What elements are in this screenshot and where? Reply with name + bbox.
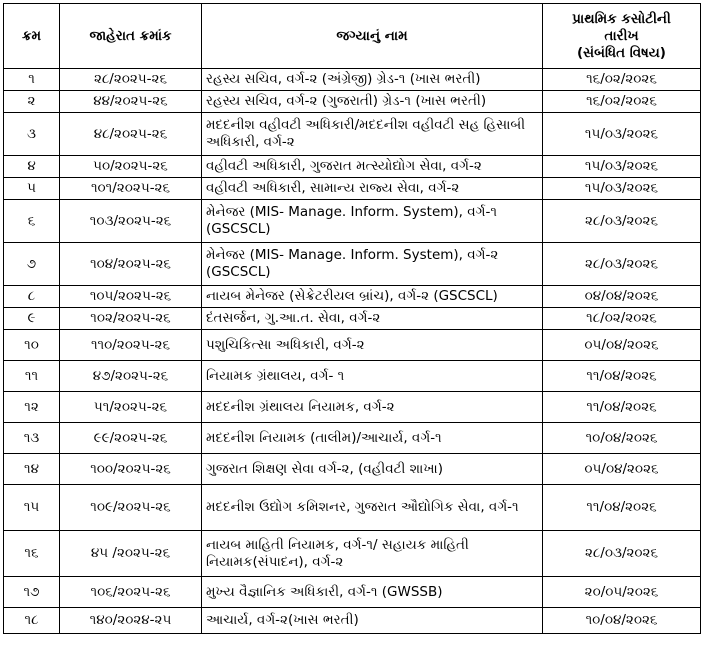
serial-cell: ૧૫ — [4, 485, 60, 531]
post-name-cell: વહીવટી અધિકારી, સામાન્ય રાજ્ય સેવા, વર્ગ-૨ — [202, 178, 543, 200]
serial-cell: ૧૪ — [4, 454, 60, 485]
serial-cell: ૮ — [4, 286, 60, 308]
header-serial: ક્રમ — [4, 4, 60, 69]
table-row — [4, 308, 701, 330]
serial-cell: ૧૭ — [4, 577, 60, 608]
table-row — [4, 608, 701, 634]
exam-date-cell: ૧૫/૦૩/૨૦૨૬ — [543, 178, 701, 200]
table-row — [4, 454, 701, 485]
exam-date-cell: ૧૧/૦૪/૨૦૨૬ — [543, 392, 701, 423]
table-row — [4, 178, 701, 200]
serial-cell: ૯ — [4, 308, 60, 330]
advertisement-number-cell: ૯૯/૨૦૨૫-૨૬ — [60, 423, 202, 454]
post-name-cell: નાયબ મેનેજર (સેક્રેટરીયલ બ્રાંચ), વર્ગ-૨ (GSCSCL) — [202, 286, 543, 308]
table-row — [4, 286, 701, 308]
post-name-cell: રહસ્ય સચિવ, વર્ગ-૨ (ગુજરાતી) ગ્રેડ-૧ (ખાસ ભરતી) — [202, 91, 543, 113]
post-name-cell: મેનેજર (MIS- Manage. Inform. System), વર્ગ-૨ (GSCSCL) — [202, 243, 543, 286]
advertisement-number-cell: ૪૭/૨૦૨૫-૨૬ — [60, 361, 202, 392]
advertisement-number-cell: ૧૦૬/૨૦૨૫-૨૬ — [60, 577, 202, 608]
exam-date-cell: ૧૧/૦૪/૨૦૨૬ — [543, 361, 701, 392]
exam-date-cell: ૨૮/૦૩/૨૦૨૬ — [543, 243, 701, 286]
table-row — [4, 531, 701, 577]
serial-cell: ૧૨ — [4, 392, 60, 423]
post-name-cell: મદદનીશ ઉદ્યોગ કમિશનર, ગુજરાત ઔદ્યોગિક સેવા, વર્ગ-૧ — [202, 485, 543, 531]
header-post-name: જગ્યાનું નામ — [202, 4, 543, 69]
table-row — [4, 156, 701, 178]
table-row — [4, 577, 701, 608]
exam-date-cell: ૧૫/૦૩/૨૦૨૬ — [543, 156, 701, 178]
serial-cell: ૭ — [4, 243, 60, 286]
table-row — [4, 69, 701, 91]
exam-date-cell: ૧૮/૦૨/૨૦૨૬ — [543, 308, 701, 330]
serial-cell: ૫ — [4, 178, 60, 200]
post-name-cell: મુખ્ય વૈજ્ઞાનિક અધિકારી, વર્ગ-૧ (GWSSB) — [202, 577, 543, 608]
exam-date-cell: ૦૫/૦૪/૨૦૨૬ — [543, 454, 701, 485]
advertisement-number-cell: ૧૦૫/૨૦૨૫-૨૬ — [60, 286, 202, 308]
exam-date-cell: ૨૦/૦૫/૨૦૨૬ — [543, 577, 701, 608]
table-row — [4, 113, 701, 156]
exam-date-cell: ૧૬/૦૨/૨૦૨૬ — [543, 69, 701, 91]
advertisement-number-cell: ૪૪/૨૦૨૫-૨૬ — [60, 91, 202, 113]
advertisement-number-cell: ૨૮/૨૦૨૫-૨૬ — [60, 69, 202, 91]
exam-date-cell: ૧૫/૦૩/૨૦૨૬ — [543, 113, 701, 156]
post-name-cell: વહીવટી અધિકારી, ગુજરાત મત્સ્યોદ્યોગ સેવા, વર્ગ-૨ — [202, 156, 543, 178]
exam-date-cell: ૧૬/૦૨/૨૦૨૬ — [543, 91, 701, 113]
post-name-cell: મદદનીશ ગ્રંથાલય નિયામક, વર્ગ-૨ — [202, 392, 543, 423]
header-exam-date — [543, 4, 701, 69]
post-name-cell: નાયબ માહિતી નિયામક, વર્ગ-૧/ સહાયક માહિતી નિયામક(સંપાદન), વર્ગ-૨ — [202, 531, 543, 577]
post-name-cell: મદદનીશ નિયામક (તાલીમ)/આચાર્ય, વર્ગ-૧ — [202, 423, 543, 454]
table-row — [4, 200, 701, 243]
advertisement-number-cell: ૧૦૯/૨૦૨૫-૨૬ — [60, 485, 202, 531]
serial-cell: ૧ — [4, 69, 60, 91]
advertisement-number-cell: ૫૧/૨૦૨૫-૨૬ — [60, 392, 202, 423]
table-row — [4, 392, 701, 423]
exam-date-cell: ૧૦/૦૪/૨૦૨૬ — [543, 608, 701, 634]
post-name-cell: મદદનીશ વહીવટી અધિકારી/મદદનીશ વહીવટી સહ હિસાબી અધિકારી, વર્ગ-૨ — [202, 113, 543, 156]
post-name-cell: દંતસર્જન, ગુ.આ.ત. સેવા, વર્ગ-૨ — [202, 308, 543, 330]
post-name-cell: પશુચિકિત્સા અધિકારી, વર્ગ-૨ — [202, 330, 543, 361]
exam-schedule-table — [3, 3, 701, 634]
post-name-cell: નિયામક ગ્રંથાલય, વર્ગ- ૧ — [202, 361, 543, 392]
advertisement-number-cell: ૧૦૩/૨૦૨૫-૨૬ — [60, 200, 202, 243]
serial-cell: ૪ — [4, 156, 60, 178]
serial-cell: ૧૬ — [4, 531, 60, 577]
header-row — [4, 4, 701, 69]
advertisement-number-cell: ૧૦૦/૨૦૨૫-૨૬ — [60, 454, 202, 485]
serial-cell: ૧૮ — [4, 608, 60, 634]
serial-cell: ૧૩ — [4, 423, 60, 454]
exam-date-cell: ૨૮/૦૩/૨૦૨૬ — [543, 200, 701, 243]
serial-cell: ૧૧ — [4, 361, 60, 392]
post-name-cell: મેનેજર (MIS- Manage. Inform. System), વર્ગ-૧ (GSCSCL) — [202, 200, 543, 243]
table-row — [4, 91, 701, 113]
table-row — [4, 243, 701, 286]
advertisement-number-cell: ૧૦૪/૨૦૨૫-૨૬ — [60, 243, 202, 286]
post-name-cell: ગુજરાત શિક્ષણ સેવા વર્ગ-૨, (વહીવટી શાખા) — [202, 454, 543, 485]
table-row — [4, 485, 701, 531]
post-name-cell: રહસ્ય સચિવ, વર્ગ-૨ (અંગ્રેજી) ગ્રેડ-૧ (ખાસ ભરતી) — [202, 69, 543, 91]
advertisement-number-cell: ૧૦૧/૨૦૨૫-૨૬ — [60, 178, 202, 200]
exam-date-cell: ૧૦/૦૪/૨૦૨૬ — [543, 423, 701, 454]
table-row — [4, 330, 701, 361]
advertisement-number-cell: ૫૦/૨૦૨૫-૨૬ — [60, 156, 202, 178]
serial-cell: ૬ — [4, 200, 60, 243]
header-advertisement-number: જાહેરાત ક્રમાંક — [60, 4, 202, 69]
header-exam-date-line3: (સંબંધિત વિષય) — [577, 44, 666, 61]
header-exam-date-line2: તારીખ — [604, 27, 639, 44]
serial-cell: ૩ — [4, 113, 60, 156]
serial-cell: ૨ — [4, 91, 60, 113]
serial-cell: ૧૦ — [4, 330, 60, 361]
table-row — [4, 423, 701, 454]
advertisement-number-cell: ૪૮/૨૦૨૫-૨૬ — [60, 113, 202, 156]
post-name-cell: આચાર્ય, વર્ગ-૨(ખાસ ભરતી) — [202, 608, 543, 634]
exam-date-cell: ૦૪/૦૪/૨૦૨૬ — [543, 286, 701, 308]
exam-date-cell: ૨૮/૦૩/૨૦૨૬ — [543, 531, 701, 577]
advertisement-number-cell: ૧૦૨/૨૦૨૫-૨૬ — [60, 308, 202, 330]
advertisement-number-cell: ૧૧૦/૨૦૨૫-૨૬ — [60, 330, 202, 361]
advertisement-number-cell: ૪૫ /૨૦૨૫-૨૬ — [60, 531, 202, 577]
exam-date-cell: ૧૧/૦૪/૨૦૨૬ — [543, 485, 701, 531]
header-exam-date-line1: પ્રાથમિક કસોટીની — [572, 10, 671, 27]
exam-date-cell: ૦૫/૦૪/૨૦૨૬ — [543, 330, 701, 361]
table-row — [4, 361, 701, 392]
advertisement-number-cell: ૧૪૦/૨૦૨૪-૨૫ — [60, 608, 202, 634]
